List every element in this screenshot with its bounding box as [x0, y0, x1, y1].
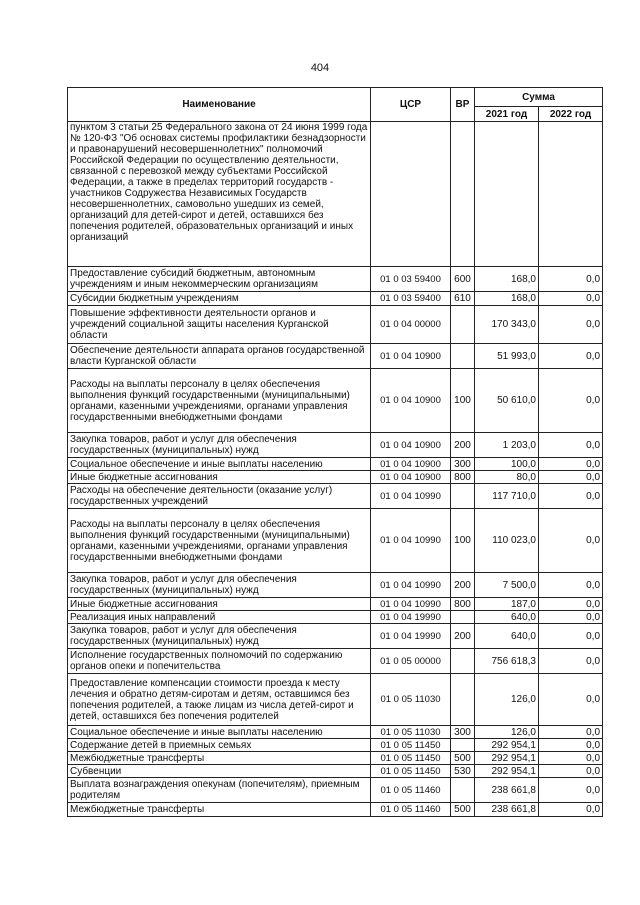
cell-sum-2021: 168,0	[475, 267, 539, 292]
cell-sum-2022: 0,0	[539, 267, 603, 292]
table-row	[68, 674, 603, 726]
cell-sum-2021: 238 661,8	[475, 778, 539, 803]
table-body	[68, 122, 603, 817]
cell-sum-2021: 110 023,0	[475, 509, 539, 573]
cell-sum-2022: 0,0	[539, 292, 603, 306]
cell-name: Исполнение государственных полномочий по содержанию органов опеки и попечительства	[68, 649, 371, 674]
table-row	[68, 624, 603, 649]
cell-sum-2022: 0,0	[539, 726, 603, 739]
cell-sum-2022: 0,0	[539, 598, 603, 611]
table-row	[68, 573, 603, 598]
cell-vr	[451, 674, 475, 726]
cell-name: Повышение эффективности деятельности органов и учреждений социальной защиты населения Курганской области	[68, 306, 371, 344]
table-row	[68, 765, 603, 778]
table-row	[68, 122, 603, 267]
table-row	[68, 267, 603, 292]
cell-csr: 01 0 04 10990	[371, 509, 451, 573]
budget-table	[67, 87, 603, 817]
cell-sum-2021: 117 710,0	[475, 484, 539, 509]
header-csr: ЦСР	[371, 88, 451, 122]
cell-sum-2022: 0,0	[539, 369, 603, 433]
cell-csr: 01 0 05 00000	[371, 649, 451, 674]
cell-csr: 01 0 04 00000	[371, 306, 451, 344]
cell-sum-2022: 0,0	[539, 471, 603, 484]
cell-name: Закупка товаров, работ и услуг для обеспечения государственных (муниципальных) нужд	[68, 624, 371, 649]
cell-csr: 01 0 05 11450	[371, 765, 451, 778]
cell-sum-2022: 0,0	[539, 778, 603, 803]
cell-sum-2021: 168,0	[475, 292, 539, 306]
cell-sum-2022: 0,0	[539, 765, 603, 778]
cell-vr	[451, 778, 475, 803]
cell-sum-2021: 126,0	[475, 726, 539, 739]
cell-sum-2022: 0,0	[539, 624, 603, 649]
cell-vr: 500	[451, 803, 475, 817]
table-row	[68, 611, 603, 624]
cell-name: Иные бюджетные ассигнования	[68, 598, 371, 611]
cell-vr	[451, 122, 475, 267]
cell-sum-2021: 51 993,0	[475, 344, 539, 369]
table-row	[68, 344, 603, 369]
cell-sum-2022: 0,0	[539, 674, 603, 726]
cell-vr: 100	[451, 509, 475, 573]
cell-name: Выплата вознаграждения опекунам (попечителям), приемным родителям	[68, 778, 371, 803]
cell-csr: 01 0 03 59400	[371, 267, 451, 292]
cell-sum-2021: 126,0	[475, 674, 539, 726]
cell-sum-2021: 292 954,1	[475, 765, 539, 778]
cell-vr	[451, 611, 475, 624]
cell-sum-2021: 1 203,0	[475, 433, 539, 458]
cell-sum-2022: 0,0	[539, 484, 603, 509]
header-name: Наименование	[68, 88, 371, 122]
cell-vr	[451, 344, 475, 369]
cell-sum-2021: 100,0	[475, 458, 539, 471]
cell-name: Обеспечение деятельности аппарата органов государственной власти Курганской области	[68, 344, 371, 369]
table-row	[68, 369, 603, 433]
cell-name: Субвенции	[68, 765, 371, 778]
cell-sum-2022: 0,0	[539, 611, 603, 624]
cell-name: Закупка товаров, работ и услуг для обеспечения государственных (муниципальных) нужд	[68, 573, 371, 598]
cell-vr: 300	[451, 458, 475, 471]
cell-csr: 01 0 04 10990	[371, 484, 451, 509]
cell-csr: 01 0 04 10900	[371, 344, 451, 369]
table-row	[68, 598, 603, 611]
cell-csr: 01 0 05 11450	[371, 739, 451, 752]
cell-csr: 01 0 05 11450	[371, 752, 451, 765]
table-row	[68, 739, 603, 752]
cell-csr: 01 0 04 10900	[371, 369, 451, 433]
cell-name: Субсидии бюджетным учреждениям	[68, 292, 371, 306]
cell-vr: 200	[451, 433, 475, 458]
cell-name: Закупка товаров, работ и услуг для обеспечения государственных (муниципальных) нужд	[68, 433, 371, 458]
cell-sum-2022: 0,0	[539, 739, 603, 752]
cell-csr: 01 0 03 59400	[371, 292, 451, 306]
cell-sum-2021: 238 661,8	[475, 803, 539, 817]
table-header	[68, 88, 603, 122]
cell-vr: 800	[451, 471, 475, 484]
cell-sum-2021: 187,0	[475, 598, 539, 611]
table-row	[68, 509, 603, 573]
cell-sum-2021: 292 954,1	[475, 739, 539, 752]
cell-sum-2022: 0,0	[539, 803, 603, 817]
page-number: 404	[310, 62, 330, 74]
header-year-2021: 2021 год	[475, 107, 539, 122]
table-row	[68, 471, 603, 484]
cell-vr: 600	[451, 267, 475, 292]
cell-sum-2022: 0,0	[539, 458, 603, 471]
cell-csr: 01 0 04 10900	[371, 433, 451, 458]
cell-csr: 01 0 05 11460	[371, 803, 451, 817]
table-row	[68, 484, 603, 509]
cell-sum-2022: 0,0	[539, 573, 603, 598]
cell-sum-2022: 0,0	[539, 433, 603, 458]
cell-name: Содержание детей в приемных семьях	[68, 739, 371, 752]
cell-sum-2022	[539, 122, 603, 267]
cell-name: Реализация иных направлений	[68, 611, 371, 624]
cell-vr: 100	[451, 369, 475, 433]
cell-vr: 800	[451, 598, 475, 611]
cell-vr	[451, 739, 475, 752]
cell-csr: 01 0 05 11030	[371, 674, 451, 726]
cell-name: Расходы на выплаты персоналу в целях обеспечения выполнения функций государственными (муниципальными) органами, казенными учреждениями, органами управления государственными внебюджетными фондами	[68, 369, 371, 433]
cell-sum-2022: 0,0	[539, 649, 603, 674]
cell-sum-2021: 50 610,0	[475, 369, 539, 433]
cell-sum-2022: 0,0	[539, 752, 603, 765]
cell-name: Расходы на выплаты персоналу в целях обеспечения выполнения функций государственными (муниципальными) органами, казенными учреждениями, органами управления государственными внебюджетными фондами	[68, 509, 371, 573]
cell-csr: 01 0 04 10990	[371, 573, 451, 598]
cell-vr: 200	[451, 624, 475, 649]
cell-name: Социальное обеспечение и иные выплаты населению	[68, 726, 371, 739]
header-year-2022: 2022 год	[539, 107, 603, 122]
cell-sum-2021	[475, 122, 539, 267]
cell-vr	[451, 649, 475, 674]
cell-vr	[451, 484, 475, 509]
cell-csr: 01 0 04 19990	[371, 624, 451, 649]
cell-csr: 01 0 04 19990	[371, 611, 451, 624]
cell-csr: 01 0 04 10900	[371, 471, 451, 484]
cell-csr: 01 0 05 11030	[371, 726, 451, 739]
cell-vr: 300	[451, 726, 475, 739]
cell-sum-2021: 640,0	[475, 624, 539, 649]
table-row	[68, 306, 603, 344]
header-vr: ВР	[451, 88, 475, 122]
cell-csr	[371, 122, 451, 267]
cell-sum-2021: 292 954,1	[475, 752, 539, 765]
cell-vr: 200	[451, 573, 475, 598]
cell-sum-2022: 0,0	[539, 344, 603, 369]
cell-vr: 610	[451, 292, 475, 306]
table-row	[68, 726, 603, 739]
cell-name: Социальное обеспечение и иные выплаты населению	[68, 458, 371, 471]
cell-name: Предоставление субсидий бюджетным, автономным учреждениям и иным некоммерческим организациям	[68, 267, 371, 292]
cell-sum-2021: 170 343,0	[475, 306, 539, 344]
table-row	[68, 292, 603, 306]
cell-sum-2022: 0,0	[539, 306, 603, 344]
cell-vr: 530	[451, 765, 475, 778]
table-row	[68, 458, 603, 471]
table-row	[68, 752, 603, 765]
cell-name: пунктом 3 статьи 25 Федерального закона от 24 июня 1999 года № 120-ФЗ "Об основах системы профилактики безнадзорности и правонарушений несовершеннолетних" полномочий Российской Федерации по осуществлению деятельности, связанной с перевозкой между субъектами Российской Федерации, а также в пределах территорий государств - участников Содружества Независимых Государств несовершеннолетних, самовольно ушедших из семей, организаций для детей-сирот и детей, оставшихся без попечения родителей, образовательных организаций и иных организаций	[68, 122, 371, 267]
cell-sum-2022: 0,0	[539, 509, 603, 573]
cell-csr: 01 0 05 11460	[371, 778, 451, 803]
cell-sum-2021: 756 618,3	[475, 649, 539, 674]
table-row	[68, 433, 603, 458]
cell-name: Иные бюджетные ассигнования	[68, 471, 371, 484]
table-row	[68, 649, 603, 674]
cell-sum-2021: 80,0	[475, 471, 539, 484]
cell-csr: 01 0 04 10900	[371, 458, 451, 471]
cell-vr	[451, 306, 475, 344]
cell-name: Расходы на обеспечение деятельности (оказание услуг) государственных учреждений	[68, 484, 371, 509]
header-sum: Сумма	[475, 88, 603, 107]
table-row	[68, 778, 603, 803]
cell-vr: 500	[451, 752, 475, 765]
table-row	[68, 803, 603, 817]
cell-csr: 01 0 04 10990	[371, 598, 451, 611]
cell-name: Межбюджетные трансферты	[68, 752, 371, 765]
cell-name: Межбюджетные трансферты	[68, 803, 371, 817]
cell-name: Предоставление компенсации стоимости проезда к месту лечения и обратно детям-сиротам и детям, оставшимся без попечения родителей, а также лицам из числа детей-сирот и детей, оставшихся без попечения родителей	[68, 674, 371, 726]
cell-sum-2021: 640,0	[475, 611, 539, 624]
cell-sum-2021: 7 500,0	[475, 573, 539, 598]
